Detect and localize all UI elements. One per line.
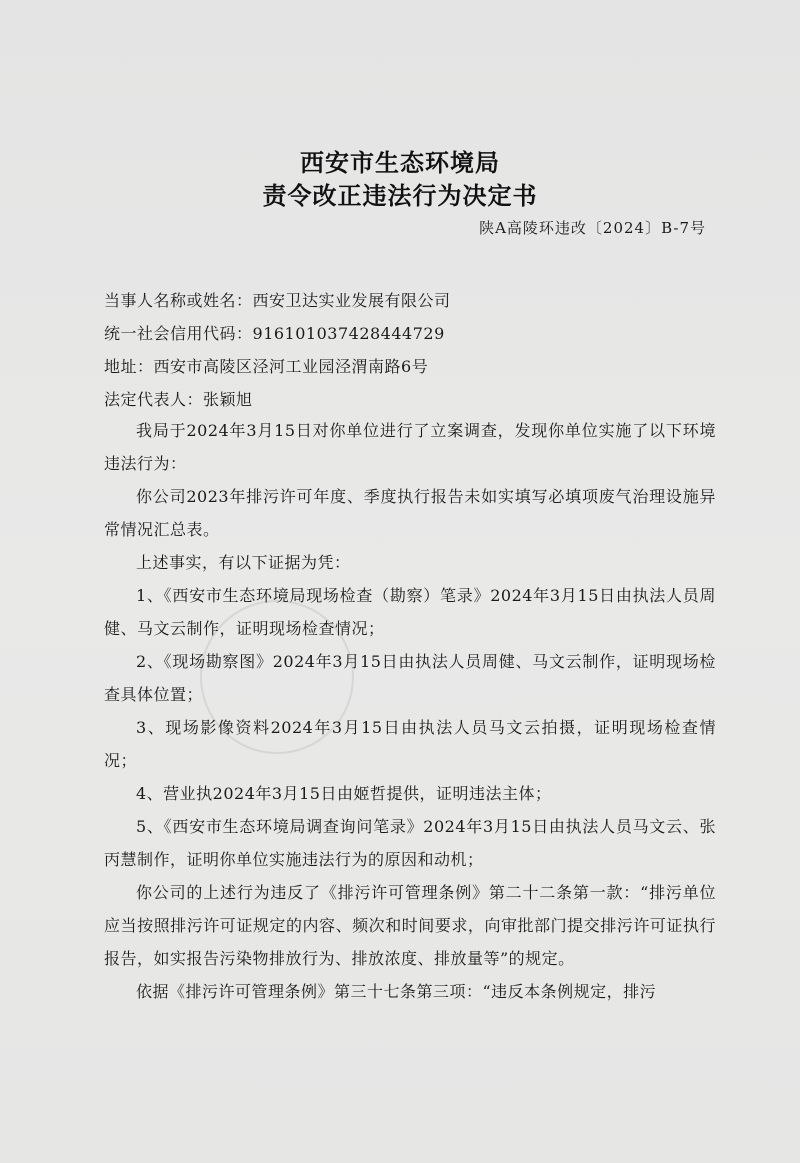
party-name-label: 当事人名称或姓名： [104, 291, 253, 310]
document-number: 陕A高陵环违改〔2024〕B-7号 [479, 219, 706, 237]
document-title: 责令改正违法行为决定书 [262, 182, 538, 210]
credit-code-value: 916101037428444729 [252, 324, 445, 343]
address-value: 西安市高陵区泾河工业园泾渭南路6号 [153, 357, 429, 376]
paragraph-investigation: 我局于2024年3月15日对你单位进行了立案调查，发现你单位实施了以下环境违法行为： [104, 421, 716, 473]
address-line [104, 354, 724, 377]
paragraph-legal-violation: 你公司的上述行为违反了《排污许可管理条例》第二十二条第一款：“排污单位应当按照排污许可证规定的内容、频次和时间要求，向审批部门提交排污许可证执行报告，如实报告污染物排放行为、排放浓度、排放量等”的规定。 [104, 883, 716, 968]
legal-representative-value: 张颖旭 [203, 390, 253, 409]
party-name-value: 西安卫达实业发展有限公司 [252, 291, 451, 310]
legal-representative-label: 法定代表人： [104, 390, 204, 409]
paragraph-legal-basis: 依据《排污许可管理条例》第三十七条第三项：“违反本条例规定，排污 [136, 982, 657, 1001]
legal-representative-line [104, 387, 724, 410]
paragraph-evidence-5: 5、《西安市生态环境局调查询问笔录》2024年3月15日由执法人员马文云、张丙慧制作，证明你单位实施违法行为的原因和动机； [104, 817, 716, 869]
paragraph-evidence-2: 2、《现场勘察图》2024年3月15日由执法人员周健、马文云制作，证明现场检查具体位置； [104, 652, 716, 704]
paragraph-evidence-4: 4、营业执2024年3月15日由姬哲提供，证明违法主体； [136, 784, 552, 803]
paragraph-evidence-3: 3、现场影像资料2024年3月15日由执法人员马文云拍摄，证明现场检查情况； [104, 718, 716, 770]
issuing-authority-title: 西安市生态环境局 [300, 149, 500, 177]
party-name-line [104, 288, 724, 311]
paragraph-violation-fact: 你公司2023年排污许可年度、季度执行报告未如实填写必填项废气治理设施异常情况汇总表。 [104, 487, 716, 539]
paragraph-evidence-intro: 上述事实，有以下证据为凭： [136, 553, 351, 572]
paragraph-evidence-1: 1、《西安市生态环境局现场检查（勘察）笔录》2024年3月15日由执法人员周健、马文云制作，证明现场检查情况； [104, 586, 716, 638]
address-label: 地址： [104, 357, 154, 376]
credit-code-line [104, 321, 724, 344]
credit-code-label: 统一社会信用代码： [104, 324, 253, 343]
